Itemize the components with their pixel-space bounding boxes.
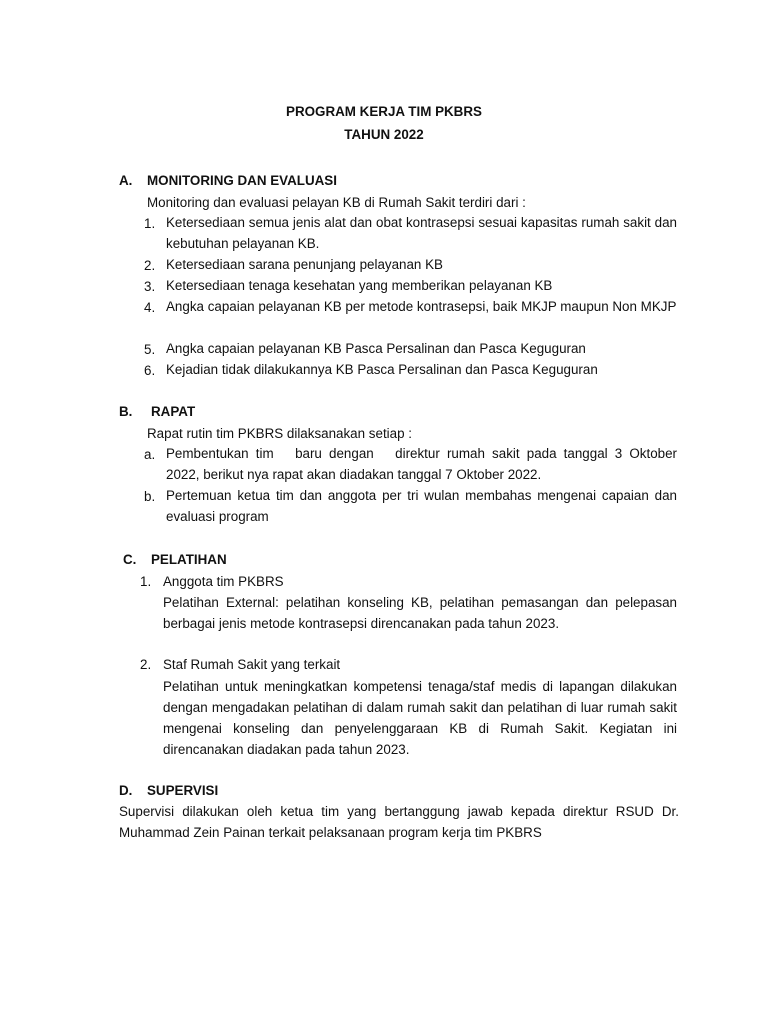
- section-b-intro: Rapat rutin tim PKBRS dilaksanakan setiap :: [147, 426, 412, 441]
- section-a-heading: [119, 173, 337, 188]
- section-d-paragraph: Supervisi dilakukan oleh ketua tim yang bertanggung jawab kepada direktur RSUD Dr. Muhammad Zein Painan terkait pelaksanaan program kerja tim PKBRS: [119, 804, 679, 840]
- section-a-intro: Monitoring dan evaluasi pelayan KB di Rumah Sakit terdiri dari :: [147, 195, 526, 210]
- list-item-label: Staf Rumah Sakit yang terkait: [163, 657, 341, 672]
- section-d-letter: D.: [119, 783, 133, 798]
- list-item-number: 2.: [140, 657, 152, 672]
- list-item: Pelatihan External: pelatihan konseling KB, pelatihan pemasangan dan pelepasan berbagai jenis metode kontrasepsi direncanakan pada tahun 2023.: [163, 595, 677, 631]
- list-item-number: 6.: [144, 363, 156, 378]
- list-item: Angka capaian pelayanan KB Pasca Persalinan dan Pasca Keguguran: [166, 341, 586, 356]
- document-title: PROGRAM KERJA TIM PKBRS: [286, 104, 482, 119]
- list-item-letter: b.: [144, 489, 156, 504]
- list-item: Ketersediaan semua jenis alat dan obat kontrasepsi sesuai kapasitas rumah sakit dan kebutuhan pelayanan KB.: [166, 215, 677, 251]
- section-c-title: PELATIHAN: [151, 552, 227, 567]
- list-item: Angka capaian pelayanan KB per metode kontrasepsi, baik MKJP maupun Non MKJP: [166, 299, 677, 314]
- document-subtitle: TAHUN 2022: [344, 127, 424, 142]
- section-a-title: MONITORING DAN EVALUASI: [147, 173, 337, 188]
- list-item: Pelatihan untuk meningkatkan kompetensi tenaga/staf medis di lapangan dilakukan dengan mengadakan pelatihan di dalam rumah sakit dan pelatihan di luar rumah sakit mengenai konseling dan penyelenggaraan KB di Rumah Sakit. Kegiatan ini direncanakan diadakan pada tahun 2023.: [163, 679, 677, 757]
- list-item: Ketersediaan tenaga kesehatan yang memberikan pelayanan KB: [166, 278, 553, 293]
- list-item-label: Anggota tim PKBRS: [163, 574, 284, 589]
- section-b-heading: [119, 404, 195, 419]
- section-d-heading: [119, 783, 218, 798]
- list-item-letter: a.: [144, 447, 156, 462]
- section-b-letter: B.: [119, 404, 133, 419]
- section-d-title: SUPERVISI: [147, 783, 219, 798]
- section-b-title: RAPAT: [151, 404, 196, 419]
- list-item: Ketersediaan sarana penunjang pelayanan KB: [166, 257, 443, 272]
- list-item: Pertemuan ketua tim dan anggota per tri wulan membahas mengenai capaian dan evaluasi program: [166, 488, 677, 524]
- list-item-number: 5.: [144, 342, 156, 357]
- section-c-letter: C.: [123, 552, 137, 567]
- list-item: Pembentukan tim baru dengan direktur rumah sakit pada tanggal 3 Oktober 2022, berikut nya rapat akan diadakan tanggal 7 Oktober 2022.: [166, 446, 707, 482]
- list-item-number: 1.: [140, 574, 152, 589]
- list-item-number: 3.: [144, 279, 156, 294]
- section-c-heading: [123, 552, 227, 567]
- list-item: Kejadian tidak dilakukannya KB Pasca Persalinan dan Pasca Keguguran: [166, 362, 598, 377]
- list-item-number: 4.: [144, 300, 156, 315]
- section-a-letter: A.: [119, 173, 133, 188]
- list-item-number: 2.: [144, 258, 156, 273]
- list-item-number: 1.: [144, 216, 156, 231]
